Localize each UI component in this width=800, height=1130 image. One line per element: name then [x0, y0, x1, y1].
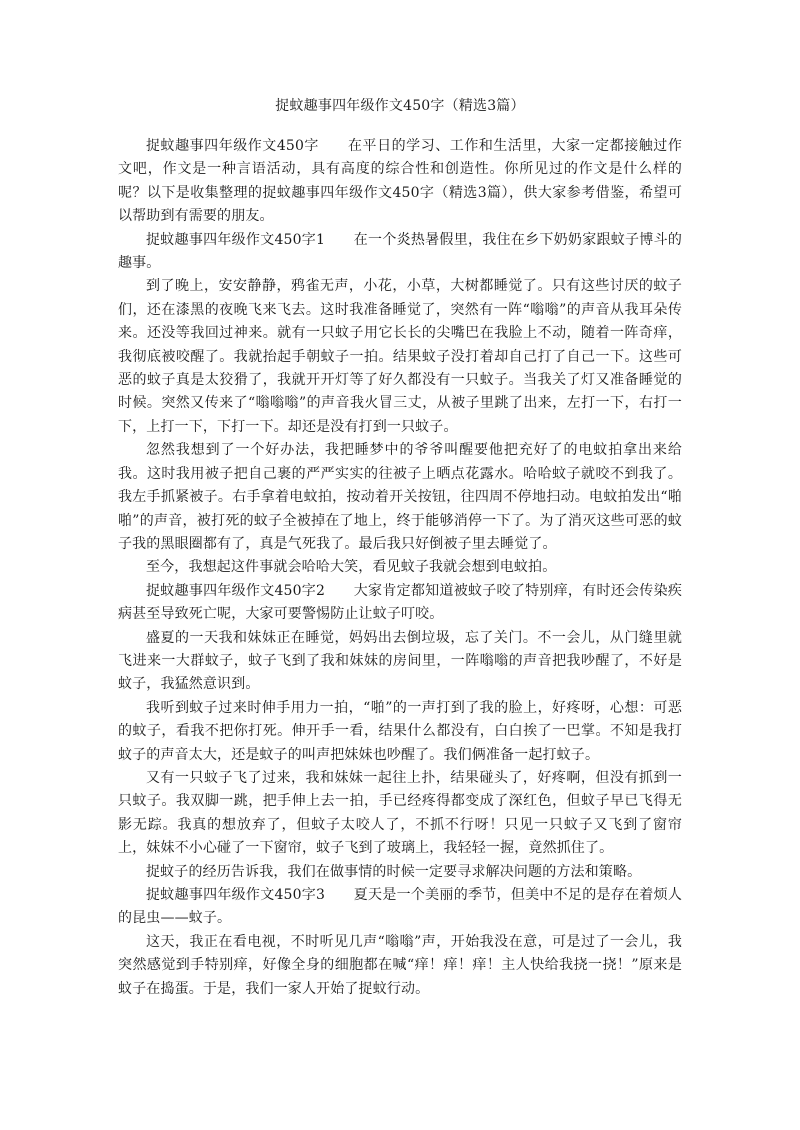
document-page: [118, 96, 682, 1001]
intro-paragraph: 捉蚊趣事四年级作文450字 在平日的学习、工作和生活里，大家一定都接触过作文吧，作文是一种言语活动，具有高度的综合性和创造性。你所见过的作文是什么样的呢？以下是收集整理的捉蚊趣事四年级作文450字（精选3篇），供大家参考借鉴，希望可以帮助到有需要的朋友。: [118, 138, 682, 225]
essay-2-paragraph: 我听到蚊子过来时伸手用力一拍，“啪”的一声打到了我的脸上，好疼呀，心想：可恶的蚊子，看我不把你打死。伸开手一看，结果什么都没有，白白挨了一巴掌。不知是我打蚊子的声音太大，还是蚊子的叫声把妹妹也吵醒了。我们俩准备一起打蚊子。: [118, 699, 682, 763]
essay-1-paragraph: 忽然我想到了一个好办法，我把睡梦中的爷爷叫醒要他把充好了的电蚊拍拿出来给我。这时我用被子把自己裹的严严实实的往被子上晒点花露水。哈哈蚊子就咬不到我了。我左手抓紧被子。右手拿着电蚊拍，按动着开关按钮，往四周不停地扫动。电蚊拍发出“啪啪”的声音，被打死的蚊子全被掉在了地上，终于能够消停一下了。为了消灭这些可恶的蚊子我的黑眼圈都有了，真是气死我了。最后我只好倒被子里去睡觉了。: [118, 442, 682, 552]
essay-1-paragraph: 至今，我想起这件事就会哈哈大笑，看见蚊子我就会想到电蚊拍。: [146, 559, 557, 576]
document-title: 捉蚊趣事四年级作文450字（精选3篇）: [275, 98, 525, 114]
essay-2-paragraph: 盛夏的一天我和妹妹正在睡觉，妈妈出去倒垃圾，忘了关门。不一会儿，从门缝里就飞进来一大群蚊子，蚊子飞到了我和妹妹的房间里，一阵嗡嗡的声音把我吵醒了，不好是蚊子，我猛然意识到。: [118, 629, 682, 693]
essay-2-paragraph: 又有一只蚊子飞了过来，我和妹妹一起往上扑，结果碰头了，好疼啊，但没有抓到一只蚊子。我双脚一跳，把手伸上去一拍，手已经疼得都变成了深红色，但蚊子早已飞得无影无踪。我真的想放弃了，但蚊子太咬人了，不抓不行呀！只见一只蚊子又飞到了窗帘上，妹妹不小心碰了一下窗帘，蚊子飞到了玻璃上，我轻轻一握，竟然抓住了。: [118, 769, 682, 857]
essay-2-heading-paragraph: 捉蚊趣事四年级作文450字2 大家肯定都知道被蚊子咬了特别痒，有时还会传染疾病甚至导致死亡呢，大家可要警惕防止让蚊子叮咬。: [118, 582, 682, 623]
essay-1-paragraph: 到了晚上，安安静静，鸦雀无声，小花，小草，大树都睡觉了。只有这些讨厌的蚊子们，还在漆黑的夜晚飞来飞去。这时我准备睡觉了，突然有一阵“嗡嗡”的声音从我耳朵传来。还没等我回过神来。就有一只蚊子用它长长的尖嘴巴在我脸上不动，随着一阵奇痒，我彻底被咬醒了。我就抬起手朝蚊子一拍。结果蚊子没打着却自己打了自己一下。这些可恶的蚊子真是太狡猾了，我就开开灯等了好久都没有一只蚊子。当我关了灯又准备睡觉的时候。突然又传来了“嗡嗡嗡”的声音我火冒三丈，从被子里跳了出来，左打一下，右打一下，上打一下，下打一下。却还是没有打到一只蚊子。: [118, 278, 682, 435]
essay-2-paragraph: 捉蚊子的经历告诉我，我们在做事情的时候一定要寻求解决问题的方法和策略。: [146, 863, 642, 880]
essay-3-paragraph: 这天，我正在看电视，不时听见几声“嗡嗡”声，开始我没在意，可是过了一会儿，我突然感觉到手特别痒，好像全身的细胞都在喊“痒！痒！痒！主人快给我挠一挠！”原来是蚊子在捣蛋。于是，我们一家人开始了捉蚊行动。: [118, 933, 682, 997]
essay-1-heading-paragraph: 捉蚊趣事四年级作文450字1 在一个炎热暑假里，我住在乡下奶奶家跟蚊子博斗的趣事。: [118, 231, 682, 272]
essay-3-heading-paragraph: 捉蚊趣事四年级作文450字3 夏天是一个美丽的季节，但美中不足的是存在着烦人的昆虫——蚊子。: [118, 887, 682, 927]
